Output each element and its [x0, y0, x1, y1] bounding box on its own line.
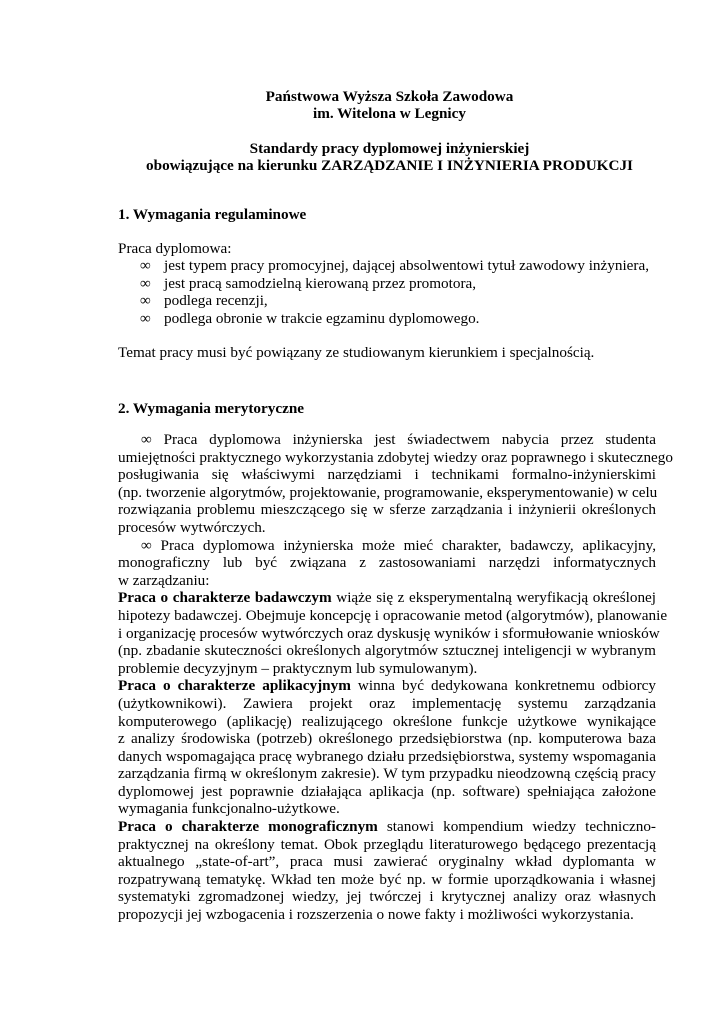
monographic-lead: Praca o charakterze monograficznym — [118, 818, 378, 836]
paragraph-line: rozpatrywaną tematykę. Wkład ten może być np. w formie uporządkowania i własnej — [118, 870, 656, 888]
paragraph-line: hipotezy badawczej. Obejmuje koncepcję i opracowanie metod (algorytmów), planowanie — [118, 606, 668, 624]
paragraph-line: (np. zbadanie skuteczności określonych algorytmów sztucznej inteligencji w wybranym — [118, 642, 656, 660]
paragraph-line: propozycji jej wzbogacenia i rozszerzenia o nowe fakty i możliwości wykorzystania. — [118, 906, 634, 924]
paragraph-line: ∞ Praca dyplomowa inżynierska może mieć charakter, badawczy, aplikacyjny, — [141, 536, 656, 554]
section1-note: Temat pracy musi być powiązany ze studiowanym kierunkiem i specjalnością. — [118, 344, 595, 361]
document-title: Standardy pracy dyplomowej inżynierskiej — [249, 140, 530, 157]
paragraph-line: procesów wytwórczych. — [118, 518, 266, 536]
paragraph-line: rozwiązania problemu mieszczącego się w sferze zarządzania i inżynierii określonych — [118, 501, 656, 519]
paragraph-line: Praca o charakterze aplikacyjnym winna być dedykowana konkretnemu odbiorcy — [118, 677, 656, 695]
infinity-bullet-icon: ∞ — [140, 310, 151, 327]
paragraph-line: monograficzny lub być związana z zastosowaniami narzędzi informatycznych — [118, 554, 656, 572]
section2-heading: 2. Wymagania merytoryczne — [118, 400, 305, 417]
paragraph-line: dyplomowej jest poprawnie działająca aplikacja (np. software) spełniająca założone — [118, 782, 656, 800]
list-item-text: jest typem pracy promocyjnej, dającej absolwentowi tytuł zawodowy inżyniera, — [164, 257, 650, 274]
document-subtitle: obowiązujące na kierunku ZARZĄDZANIE I INŻYNIERIA PRODUKCJI — [146, 157, 633, 174]
infinity-bullet-icon: ∞ — [140, 275, 151, 292]
infinity-bullet-icon: ∞ — [140, 292, 151, 309]
section2-body — [118, 431, 673, 924]
section1-intro: Praca dyplomowa: — [118, 240, 232, 257]
institution-subtitle: im. Witelona w Legnicy — [312, 105, 466, 122]
paragraph-line: z analizy środowiska (potrzeb) określonego przedsiębiorstwa (np. komputerowa baza — [118, 730, 656, 748]
applied-lead: Praca o charakterze aplikacyjnym — [118, 677, 351, 695]
list-item-text: podlega recenzji, — [164, 292, 268, 309]
paragraph-line: aktualnego „state-of-art”, praca musi zawierać oryginalny wkład dyplomanta w — [118, 853, 656, 871]
institution-name: Państwowa Wyższa Szkoła Zawodowa — [265, 88, 514, 105]
paragraph-line: Praca o charakterze monograficznym stanowi kompendium wiedzy techniczno- — [118, 818, 656, 836]
paragraph-line: problemie decyzyjnym – praktycznym lub symulowanym). — [118, 659, 478, 677]
list-item-text: podlega obronie w trakcie egzaminu dyplomowego. — [164, 310, 480, 327]
paragraph-line: komputerowego (aplikację) realizującego określone funkcje użytkowe wynikające — [118, 712, 656, 730]
paragraph-line: posługiwania się właściwymi narzędziami i technikami formalno-inżynierskimi — [118, 466, 656, 484]
paragraph-line: i organizację procesów wytwórczych oraz dyskusję wyników i sformułowanie wniosków — [118, 624, 660, 642]
paragraph-line: umiejętności praktycznego wykorzystania zdobytej wiedzy oraz poprawnego i skutecznego — [118, 448, 673, 466]
infinity-bullet-icon: ∞ — [140, 257, 151, 274]
paragraph-line: praktycznej na określony temat. Obok przeglądu literaturowego będącego prezentacją — [118, 835, 656, 853]
research-lead: Praca o charakterze badawczym — [118, 589, 332, 607]
section1-heading: 1. Wymagania regulaminowe — [118, 206, 307, 223]
paragraph-line: zarządzania firmą w określonym zakresie). W tym przypadku nieodzowną częścią pracy — [118, 765, 656, 783]
paragraph-line: systematyki zgromadzonej wiedzy, jej twórczej i krytycznej analizy oraz własnych — [118, 888, 656, 906]
paragraph-line: wymagania funkcjonalno-użytkowe. — [118, 800, 340, 818]
paragraph-line: Praca o charakterze badawczym wiąże się z eksperymentalną weryfikacją określonej — [118, 589, 656, 607]
paragraph-line: (użytkownikowi). Zawiera projekt oraz implementację systemu zarządzania — [118, 694, 656, 712]
paragraph-line: w zarządzaniu: — [118, 571, 210, 589]
paragraph-line: (np. tworzenie algorytmów, projektowanie, programowanie, eksperymentowanie) w celu — [118, 483, 658, 501]
paragraph-line: ∞ Praca dyplomowa inżynierska jest świadectwem nabycia przez studenta — [141, 431, 656, 448]
paragraph-line: danych wspomagająca pracę wybranego działu przedsiębiorstwa, systemy wspomagania — [118, 747, 656, 765]
list-item-text: jest pracą samodzielną kierowaną przez promotora, — [164, 275, 477, 292]
